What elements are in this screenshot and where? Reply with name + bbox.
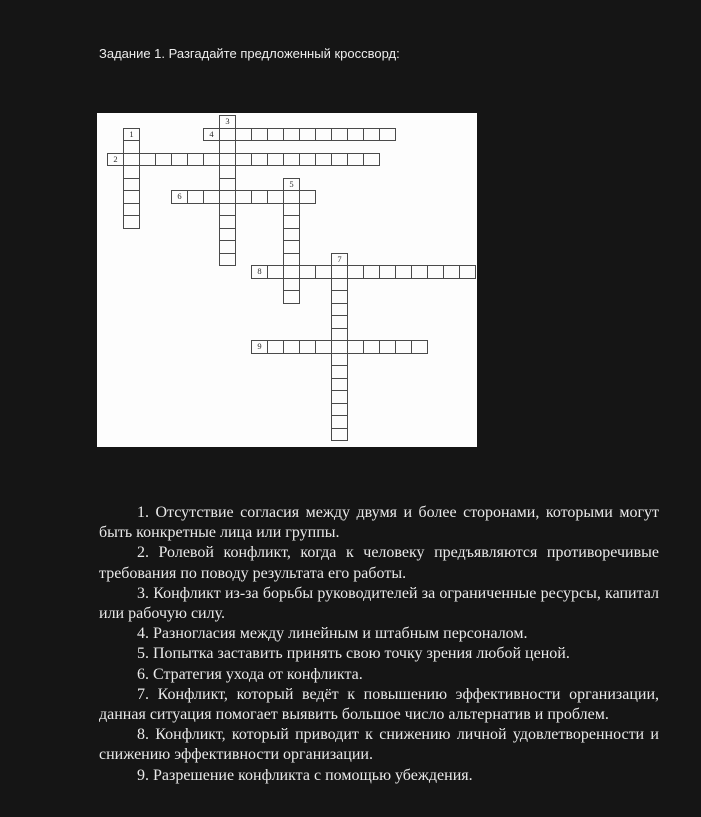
crossword-number: 9 (257, 341, 262, 351)
crossword-cell (363, 153, 380, 167)
crossword-cell (251, 265, 268, 279)
crossword-number: 6 (177, 191, 182, 201)
crossword-cell (219, 203, 236, 217)
crossword-cell (235, 128, 252, 142)
crossword-cell (283, 215, 300, 229)
crossword-cell (331, 328, 348, 342)
crossword-cell (331, 365, 348, 379)
crossword-cell (283, 253, 300, 267)
clue-item: 9. Разрешение конфликта с помощью убеждения. (137, 766, 473, 784)
crossword-cell (395, 340, 412, 354)
crossword-cell (187, 153, 204, 167)
crossword-cell (331, 390, 348, 404)
assignment-title: Задание 1. Разгадайте предложенный кроссворд: (99, 46, 400, 61)
crossword-cell (123, 128, 140, 142)
crossword-cell (219, 215, 236, 229)
crossword-cell (299, 340, 316, 354)
crossword-cell (267, 265, 284, 279)
crossword-number: 1 (129, 128, 134, 139)
crossword-cell (299, 128, 316, 142)
crossword-cell (347, 340, 364, 354)
clue-item: 7. Конфликт, который ведёт к повышению эффективности организации, данная ситуация помогает выявить большое число альтернатив и проблем. (99, 685, 659, 724)
crossword-cell (427, 265, 444, 279)
crossword-cell (139, 153, 156, 167)
crossword-cell (363, 340, 380, 354)
crossword-cell (379, 128, 396, 142)
crossword-cell (267, 340, 284, 354)
crossword-cell (331, 315, 348, 329)
crossword-cell (363, 128, 380, 142)
crossword-cell (299, 265, 316, 279)
crossword-cell (283, 128, 300, 142)
crossword-cell (251, 128, 268, 142)
crossword-cell (235, 190, 252, 204)
clue-item: 6. Стратегия ухода от конфликта. (137, 665, 363, 683)
crossword-cell (107, 153, 124, 167)
crossword-cell (123, 203, 140, 217)
crossword-cell (123, 140, 140, 154)
crossword-number: 4 (209, 128, 214, 139)
crossword-cell (219, 153, 236, 167)
crossword-cell (331, 265, 348, 279)
crossword-cell (411, 340, 428, 354)
crossword-cell (379, 265, 396, 279)
clue-item: 5. Попытка заставить принять свою точку зрения любой ценой. (137, 645, 570, 663)
crossword-cell (267, 128, 284, 142)
crossword-cell (219, 178, 236, 192)
crossword-cell (331, 303, 348, 317)
crossword-cell (331, 415, 348, 429)
crossword-cell (123, 190, 140, 204)
clue-list (99, 503, 659, 786)
crossword-cell (331, 428, 348, 442)
crossword-cell (331, 378, 348, 392)
crossword-cell (219, 140, 236, 154)
crossword-cell (171, 153, 188, 167)
crossword-cell (203, 190, 220, 204)
crossword-cell (219, 240, 236, 254)
crossword-cell (331, 253, 348, 267)
crossword-cell (331, 128, 348, 142)
crossword-cell (283, 228, 300, 242)
crossword-cell (123, 178, 140, 192)
crossword-cell (331, 340, 348, 354)
crossword-cell (219, 165, 236, 179)
crossword-cell (123, 165, 140, 179)
crossword-cell (219, 128, 236, 142)
crossword-cell (347, 153, 364, 167)
crossword-cell (283, 178, 300, 192)
crossword-cell (331, 278, 348, 292)
crossword-cell (267, 153, 284, 167)
crossword-cell (331, 290, 348, 304)
crossword-cell (283, 240, 300, 254)
crossword-number: 3 (225, 116, 230, 126)
crossword-cell (315, 340, 332, 354)
crossword-cell (459, 265, 476, 279)
clue-item: 8. Конфликт, который приводит к снижению личной удовлетворенности и снижению эффективности организации. (99, 726, 659, 764)
crossword-cell (443, 265, 460, 279)
crossword-cell (251, 153, 268, 167)
crossword-cell (251, 190, 268, 204)
crossword-cell (411, 265, 428, 279)
crossword-cell (219, 115, 236, 129)
crossword-grid (97, 113, 477, 447)
crossword-cell (331, 153, 348, 167)
crossword-cell (299, 153, 316, 167)
crossword-cell (283, 278, 300, 292)
clue-item: 2. Ролевой конфликт, когда к человеку предъявляются противоречивые требования по поводу результата его работы. (99, 544, 659, 582)
crossword-cell (283, 290, 300, 304)
crossword-cell (283, 203, 300, 217)
crossword-cell (171, 190, 188, 204)
clue-item: 3. Конфликт из-за борьбы руководителей за ограниченные ресурсы, капитал или рабочую силу. (99, 584, 659, 623)
crossword-cell (219, 253, 236, 267)
crossword-cell (123, 215, 140, 229)
crossword-cell (379, 340, 396, 354)
crossword-cell (155, 153, 172, 167)
crossword-cell (219, 190, 236, 204)
clue-item: 4. Разногласия между линейным и штабным персоналом. (137, 625, 528, 643)
crossword-cell (283, 265, 300, 279)
crossword-cell (203, 128, 220, 142)
crossword-panel (97, 113, 477, 447)
crossword-cell (347, 265, 364, 279)
crossword-cell (315, 153, 332, 167)
crossword-cell (123, 153, 140, 167)
crossword-cell (331, 353, 348, 367)
crossword-number: 8 (257, 266, 262, 276)
crossword-cell (251, 340, 268, 354)
crossword-cell (203, 153, 220, 167)
crossword-cell (331, 403, 348, 417)
crossword-cell (283, 190, 300, 204)
crossword-cell (235, 153, 252, 167)
clue-item: 1. Отсутствие согласия между двумя и более сторонами, которыми могут быть конкретные лица или группы. (99, 504, 659, 542)
crossword-cell (363, 265, 380, 279)
crossword-cell (219, 228, 236, 242)
crossword-cell (299, 190, 316, 204)
crossword-number: 5 (289, 178, 294, 189)
crossword-cell (283, 153, 300, 167)
crossword-cell (187, 190, 204, 204)
crossword-cell (283, 340, 300, 354)
crossword-cell (267, 190, 284, 204)
crossword-cell (315, 128, 332, 142)
crossword-number: 2 (113, 153, 118, 164)
crossword-cell (347, 128, 364, 142)
crossword-number: 7 (337, 253, 342, 264)
crossword-cell (315, 265, 332, 279)
crossword-cell (395, 265, 412, 279)
